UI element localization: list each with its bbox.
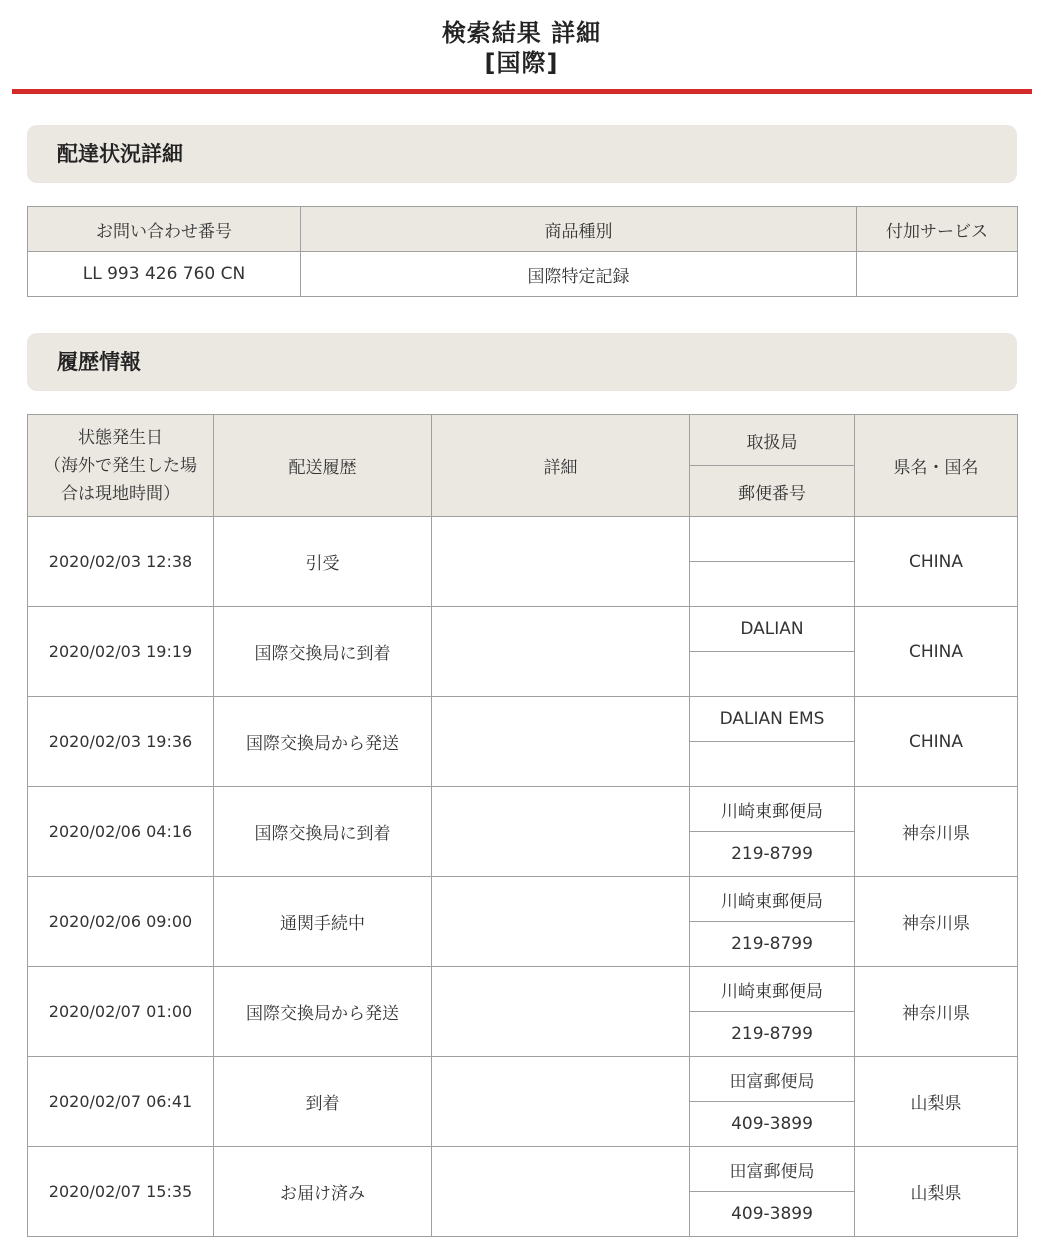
col-additional-service: 付加サービス	[857, 207, 1018, 252]
history-detail	[432, 967, 690, 1057]
history-date: 2020/02/03 19:36	[28, 697, 214, 787]
history-status: 国際交換局に到着	[214, 607, 432, 697]
col-history: 配送履歴	[214, 415, 432, 517]
tracking-number: LL 993 426 760 CN	[28, 252, 301, 297]
history-status: 引受	[214, 517, 432, 607]
history-office: DALIAN EMS	[690, 697, 855, 742]
page-title-sub: [国際]	[484, 49, 559, 77]
history-region: CHINA	[855, 517, 1018, 607]
history-office	[690, 517, 855, 562]
history-office: 田富郵便局	[690, 1147, 855, 1192]
col-tracking-number: お問い合わせ番号	[28, 207, 301, 252]
history-office: 川崎東郵便局	[690, 787, 855, 832]
history-status: 通関手続中	[214, 877, 432, 967]
table-row	[28, 697, 1018, 742]
history-heading: 履歴情報	[57, 350, 141, 374]
delivery-status-heading: 配達状況詳細	[57, 142, 183, 166]
header-divider	[12, 89, 1032, 94]
history-status: 国際交換局から発送	[214, 697, 432, 787]
history-region: 神奈川県	[855, 787, 1018, 877]
delivery-info-row	[28, 252, 1018, 297]
history-postal-code: 409-3899	[690, 1192, 855, 1237]
col-date-line1: 状態発生日	[78, 427, 163, 448]
history-date: 2020/02/03 19:19	[28, 607, 214, 697]
history-date: 2020/02/06 04:16	[28, 787, 214, 877]
history-postal-code	[690, 562, 855, 607]
history-region: 山梨県	[855, 1147, 1018, 1237]
history-office: 川崎東郵便局	[690, 967, 855, 1012]
history-region: 神奈川県	[855, 877, 1018, 967]
history-table	[27, 414, 1018, 1237]
history-region: CHINA	[855, 697, 1018, 787]
history-postal-code	[690, 652, 855, 697]
history-postal-code	[690, 742, 855, 787]
col-date	[28, 415, 214, 517]
history-status: 国際交換局に到着	[214, 787, 432, 877]
history-status: 到着	[214, 1057, 432, 1147]
history-date: 2020/02/07 06:41	[28, 1057, 214, 1147]
col-region: 県名・国名	[855, 415, 1018, 517]
history-date: 2020/02/06 09:00	[28, 877, 214, 967]
history-postal-code: 219-8799	[690, 832, 855, 877]
history-detail	[432, 517, 690, 607]
table-row	[28, 1147, 1018, 1192]
history-region: 神奈川県	[855, 967, 1018, 1057]
history-office: DALIAN	[690, 607, 855, 652]
delivery-info-header-row	[28, 207, 1018, 252]
table-row	[28, 1057, 1018, 1102]
delivery-status-section-header	[27, 125, 1017, 183]
history-detail	[432, 787, 690, 877]
history-postal-code: 219-8799	[690, 1012, 855, 1057]
history-date: 2020/02/03 12:38	[28, 517, 214, 607]
history-section-header	[27, 333, 1017, 391]
history-region: CHINA	[855, 607, 1018, 697]
history-postal-code: 409-3899	[690, 1102, 855, 1147]
table-row	[28, 517, 1018, 562]
history-detail	[432, 607, 690, 697]
col-product-type: 商品種別	[301, 207, 857, 252]
history-detail	[432, 1147, 690, 1237]
col-office: 取扱局	[690, 415, 855, 466]
col-date-line2: （海外で発生した場	[44, 455, 197, 476]
table-row	[28, 877, 1018, 922]
history-date: 2020/02/07 01:00	[28, 967, 214, 1057]
page-title-main: 検索結果 詳細	[441, 19, 602, 47]
history-detail	[432, 877, 690, 967]
history-detail	[432, 697, 690, 787]
history-postal-code: 219-8799	[690, 922, 855, 967]
table-row	[28, 967, 1018, 1012]
history-region: 山梨県	[855, 1057, 1018, 1147]
history-status: 国際交換局から発送	[214, 967, 432, 1057]
col-date-line3: 合は現地時間）	[61, 483, 180, 504]
col-detail: 詳細	[432, 415, 690, 517]
history-rows	[28, 517, 1018, 1237]
history-date: 2020/02/07 15:35	[28, 1147, 214, 1237]
history-status: お届け済み	[214, 1147, 432, 1237]
page-title	[0, 18, 1043, 78]
history-detail	[432, 1057, 690, 1147]
table-row	[28, 787, 1018, 832]
product-type: 国際特定記録	[301, 252, 857, 297]
history-office: 田富郵便局	[690, 1057, 855, 1102]
col-postal-code: 郵便番号	[690, 466, 855, 517]
delivery-info-table	[27, 206, 1018, 297]
history-header-row	[28, 415, 1018, 466]
table-row	[28, 607, 1018, 652]
additional-service	[857, 252, 1018, 297]
history-office: 川崎東郵便局	[690, 877, 855, 922]
